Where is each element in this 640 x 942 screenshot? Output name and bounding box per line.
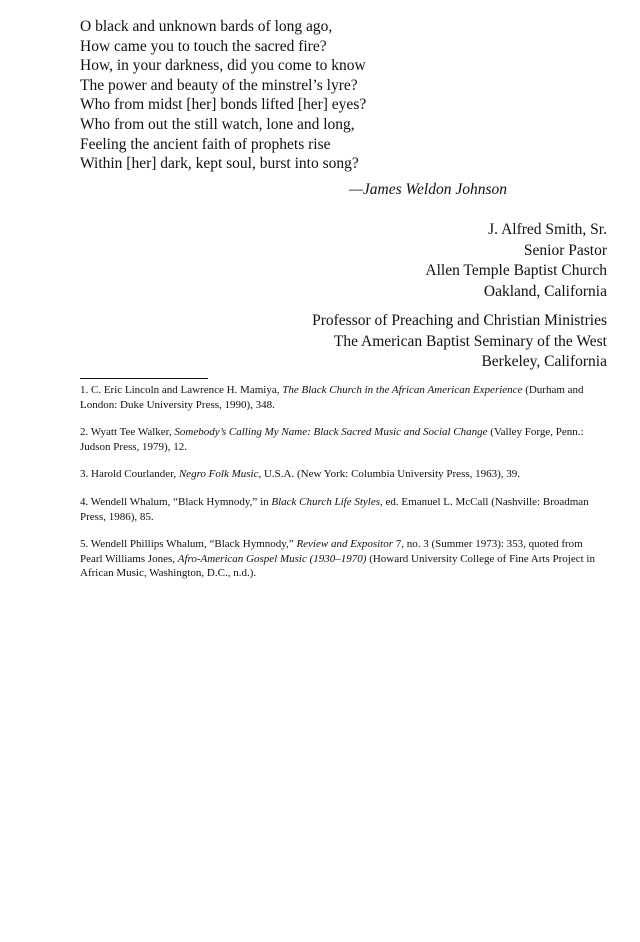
footnote-text: 5. Wendell Phillips Whalum, “Black Hymnody,” <box>80 538 297 551</box>
poem-attribution: —James Weldon Johnson <box>349 181 507 198</box>
poem-line: O black and unknown bards of long ago, <box>80 18 333 35</box>
poem-line: Feeling the ancient faith of prophets rise <box>80 135 331 153</box>
footnote-5 <box>80 537 608 581</box>
footnotes-section <box>80 383 608 594</box>
author-location: Oakland, California <box>483 283 607 301</box>
poem-line: The power and beauty of the minstrel’s lyre? <box>80 76 358 94</box>
footnote-text: (Valley Forge, Penn.: Judson Press, 1979), 12. <box>80 426 584 453</box>
footnote-4 <box>80 495 608 524</box>
footnote-text: (Howard University College of Fine Arts Project in African Music, Washington, D.C., n.d.). <box>80 552 595 580</box>
signature-block-author <box>425 220 607 303</box>
footnote-citation-title: Black Church Life Styles, <box>271 495 383 508</box>
seminary-name: The American Baptist Seminary of the West <box>333 332 607 350</box>
footnote-citation-title: Somebody’s Calling My Name: Black Sacred Music and Social Change <box>174 426 488 439</box>
signature-block-seminary <box>312 311 607 373</box>
footnote-text: U.S.A. (New York: Columbia University Press, 1963), 39. <box>261 468 521 481</box>
footnote-text: 7, no. 3 (Summer 1973): 353, quoted from Pearl Williams Jones, <box>80 538 583 565</box>
author-title: Senior Pastor <box>523 241 607 259</box>
seminary-location: Berkeley, California <box>481 353 607 371</box>
poem-line: Who from out the still watch, lone and long, <box>80 115 355 133</box>
poem-line: How, in your darkness, did you come to know <box>80 57 366 75</box>
poem-line: Who from midst [her] bonds lifted [her] eyes? <box>80 96 367 114</box>
footnote-divider <box>80 378 208 379</box>
footnote-3 <box>80 467 608 482</box>
footnote-citation-title: Afro-American Gospel Music (1930–1970) <box>177 552 367 565</box>
footnote-text: 4. Wendell Whalum, “Black Hymnody,” in <box>80 495 272 508</box>
footnote-text: 1. C. Eric Lincoln and Lawrence H. Mamiya, <box>80 384 283 396</box>
footnote-citation-title: Review and Expositor <box>296 538 393 551</box>
poem-line: How came you to touch the sacred fire? <box>80 37 327 55</box>
footnote-text: 2. Wyatt Tee Walker, <box>80 426 175 439</box>
author-name: J. Alfred Smith, Sr. <box>488 221 607 238</box>
footnote-text: (Durham and London: Duke University Press, 1990), 348. <box>80 384 584 411</box>
footnote-citation-title: Negro Folk Music, <box>178 468 262 481</box>
professor-title: Professor of Preaching and Christian Ministries <box>312 312 607 329</box>
footnote-1 <box>80 383 608 412</box>
poem-line: Within [her] dark, kept soul, burst into song? <box>80 155 359 173</box>
poem-epigraph <box>80 17 480 174</box>
footnote-text: ed. Emanuel L. McCall (Nashville: Broadman Press, 1986), 85. <box>80 495 589 523</box>
footnote-citation-title: The Black Church in the African American Experience <box>282 384 523 396</box>
footnote-2 <box>80 425 608 454</box>
author-church: Allen Temple Baptist Church <box>425 262 607 280</box>
footnote-text: 3. Harold Courlander, <box>80 468 179 481</box>
